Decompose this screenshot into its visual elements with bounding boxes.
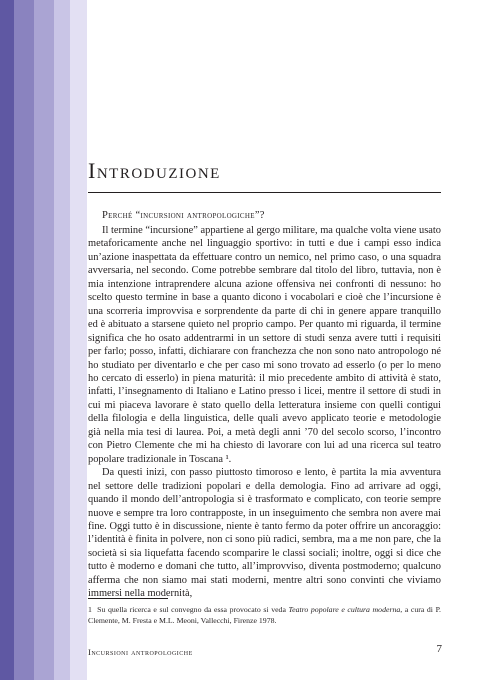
footnote	[88, 604, 441, 626]
body-text	[88, 224, 441, 601]
footnote-number: 1	[88, 605, 92, 614]
running-footer-title: Incursioni antropologiche	[88, 647, 193, 657]
footnote-title: Teatro popolare e cultura moderna	[288, 605, 401, 614]
stripe-1	[0, 0, 14, 680]
title-rule	[88, 192, 441, 193]
footnote-rule	[88, 598, 168, 599]
body-paragraph-2: Da questi inizi, con passo piuttosto timoroso e lento, è partita la mia avventura nel settore delle tradizioni popolari e della demologia. Fino ad arrivare ad oggi, quando il mondo dell’antropologia si è trasformato e complicato, con teorie sempre nuove e sempre tra loro contrapposte, in un inseguimento che sembra non avere mai fine. Oggi tutto è in discussione, niente è tanto fermo da poter offrire un ancoraggio: l’identità è finita in polvere, non ci sono più radici, sembra, ma a me non pare, che la società si sia liquefatta facendo scomparire le classi sociali; inoltre, oggi si dice che tutto è moderno e domani che tutto, all’improvviso, diventa postmoderno; qualcuno afferma che non siamo mai stati moderni, mentre altri sono convinti che viviamo immersi nella modernità,	[88, 467, 441, 600]
stripe-3	[34, 0, 54, 680]
decorative-side-stripes	[0, 0, 87, 680]
footnote-text-before: Su quella ricerca e sul convegno da essa provocato si veda	[97, 605, 289, 614]
footnote-text-after: , a cura di P. Clemente, M. Fresta e M.L. Meoni, Vallecchi, Firenze 1978.	[88, 605, 441, 625]
stripe-5	[70, 0, 87, 680]
chapter-title: Introduzione	[88, 158, 221, 183]
stripe-4	[54, 0, 70, 680]
page-number: 7	[436, 643, 442, 655]
body-paragraph-1: Il termine “incursione” appartiene al gergo militare, ma qualche volta viene usato metaforicamente anche nel linguaggio sportivo: in tutti e due i campi esso indica un’azione inaspettata da effettuare contro un nemico, nel primo caso, o una squadra avversaria, nel secondo. Come potrebbe sembrare dal titolo del libro, tuttavia, non è mia intenzione intraprendere alcuna azione offensiva nei confronti di nessuno: ho scelto questo termine in base a quanto dicono i vocabolari e cioè che l’incursione è una scorreria improvvisa e sorprendente da parte di chi in genere appare tranquillo ed è abituato a starsene quieto nel proprio campo. Per quanto mi riguarda, il termine significa che ho osato addentrarmi in un settore di studi senza avere tutti i requisiti per farlo; posso, infatti, dichiarare con franchezza che non sono nato antropologo né ho studiato per diventarlo e che per caso mi sono trovato ad esserlo (o per lo meno ho cercato di esserlo) in piena maturità: il mio precedente ambito di attività è stato, infatti, l’insegnamento di Italiano e Latino presso i licei, mentre il settore di studi in cui mi piaceva lavorare è stato quello della letteratura insieme con quelli contigui della filologia e della linguistica, delle quali avevo applicato teorie e metodologie già nella mia tesi di laurea. Poi, a metà degli anni ’70 del secolo scorso, l’incontro con Pietro Clemente che mi ha chiesto di lavorare con lui ad una ricerca sul teatro popolare tradizionale in Toscana ¹.	[88, 225, 441, 465]
stripe-2	[14, 0, 34, 680]
section-heading: Perché “incursioni antropologiche”?	[102, 210, 265, 221]
